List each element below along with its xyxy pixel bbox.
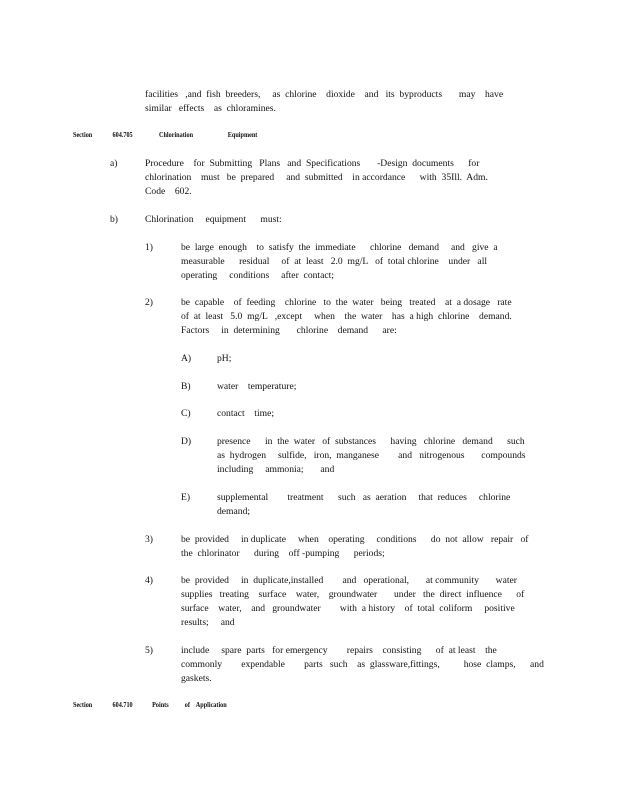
text-line: results; and (181, 617, 235, 628)
text-line: contact time; (217, 408, 275, 419)
list-item (217, 380, 296, 394)
section-number: 604.710 (112, 701, 133, 709)
text-line: be capable of feeding chlorine to the water being treated at a dosage rate (181, 297, 512, 308)
list-item (145, 213, 282, 227)
text-line: water temperature; (217, 381, 297, 392)
text-line: similar effects as chloramines. (145, 103, 276, 114)
text-line: commonly expendable parts such as glassware,fittings, hose clamps, and (181, 659, 544, 670)
text-line: Procedure for Submitting Plans and Specifications -Design documents for (145, 158, 480, 169)
list-marker: B) (181, 381, 191, 392)
list-marker: 5) (145, 645, 153, 656)
list-item (145, 157, 488, 199)
list-item (181, 644, 544, 686)
text-line: include spare parts for emergency repairs consisting of at least the (181, 645, 497, 656)
text-line: be provided in duplicate when operating conditions do not allow repair of (181, 534, 529, 545)
list-marker: D) (181, 436, 192, 447)
list-marker: b) (110, 214, 118, 225)
text-line: of at least 5.0 mg/L ,except when the water has a high chlorine demand. (181, 311, 512, 322)
list-item (217, 491, 510, 519)
text-line: supplemental treatment such as aeration that reduces chlorine (217, 492, 511, 503)
text-line: Code 602. (145, 186, 192, 197)
list-item (217, 407, 274, 421)
text-line: be large enough to satisfy the immediate chlorine demand and give a (181, 242, 498, 253)
text-line: gaskets. (181, 673, 212, 684)
list-marker: a) (110, 158, 118, 169)
list-marker: C) (181, 408, 191, 419)
text-line: surface water, and groundwater with a history of total coliform positive (181, 603, 515, 614)
list-marker: A) (181, 353, 192, 364)
section-heading-710 (73, 700, 297, 710)
section-title: Chlorination (159, 131, 194, 139)
text-line: supplies treating surface water, groundwater under the direct influence of (181, 589, 525, 600)
text-line: Factors in determining chlorine demand are: (181, 325, 397, 336)
list-item (181, 296, 512, 338)
text-line: demand; (217, 506, 251, 517)
section-title: Points (152, 701, 169, 709)
section-title: Equipment (227, 131, 258, 139)
intro-paragraph (145, 88, 503, 116)
text-line: chlorination must be prepared and submitted in accordance with 35Ill. Adm. (145, 172, 488, 183)
section-heading-705 (73, 130, 297, 140)
list-item (217, 352, 231, 366)
text-line: including ammonia; and (217, 464, 335, 475)
text-line: the chlorinator during off -pumping periods; (181, 548, 385, 559)
text-line: operating conditions after contact; (181, 270, 334, 281)
section-label: Section (73, 701, 93, 709)
text-line: as hydrogen sulfide, iron, manganese and nitrogenous compounds (217, 450, 526, 461)
list-item (181, 574, 524, 630)
list-marker: 2) (145, 297, 153, 308)
text-line: be provided in duplicate,installed and operational, at community water (181, 575, 517, 586)
section-title: of Application (184, 701, 227, 709)
text-line: pH; (217, 353, 232, 364)
list-marker: 3) (145, 534, 153, 545)
text-line: measurable residual of at least 2.0 mg/L of total chlorine under all (181, 256, 488, 267)
list-item (217, 435, 526, 477)
text-line: presence in the water of substances having chlorine demand such (217, 436, 525, 447)
section-number: 604.705 (112, 131, 133, 139)
list-item (181, 533, 528, 561)
text-line: facilities ,and fish breeders, as chlorine dioxide and its byproducts may have (145, 89, 504, 100)
text-line: Chlorination equipment must: (145, 214, 282, 225)
list-marker: E) (181, 492, 191, 503)
list-item (181, 241, 498, 283)
list-marker: 1) (145, 242, 153, 253)
list-marker: 4) (145, 575, 153, 586)
section-label: Section (73, 131, 93, 139)
